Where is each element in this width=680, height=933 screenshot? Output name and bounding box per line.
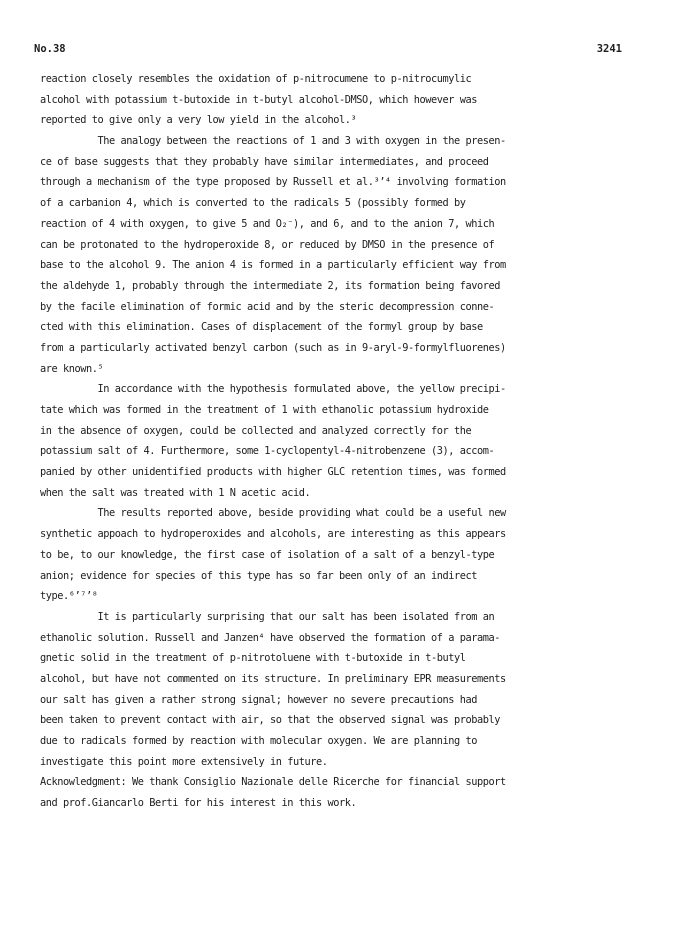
text-line: Acknowledgment: We thank Consiglio Nazionale delle Ricerche for financial support <box>40 776 506 789</box>
text-line: alcohol, but have not commented on its structure. In preliminary EPR measurements <box>40 672 506 685</box>
text-line: from a particularly activated benzyl carbon (such as in 9-aryl-9-formylfluorenes) <box>40 341 506 354</box>
text-line: are known.⁵ <box>40 362 104 375</box>
text-line: gnetic solid in the treatment of p-nitrotoluene with t-butoxide in t-butyl <box>40 652 466 665</box>
text-line: base to the alcohol 9. The anion 4 is formed in a particularly efficient way from <box>40 259 506 272</box>
text-line: panied by other unidentified products with higher GLC retention times, was formed <box>40 466 506 479</box>
text-line: when the salt was treated with 1 N acetic acid. <box>40 486 311 499</box>
body-text <box>40 69 632 814</box>
text-line: and prof.Giancarlo Berti for his interest in this work. <box>40 797 357 810</box>
text-line: It is particularly surprising that our salt has been isolated from an <box>40 610 495 623</box>
text-line: investigate this point more extensively in future. <box>40 755 328 768</box>
text-line: In accordance with the hypothesis formulated above, the yellow precipi- <box>40 383 506 396</box>
text-line: ce of base suggests that they probably have similar intermediates, and proceed <box>40 155 489 168</box>
text-line: The results reported above, beside providing what could be a useful new <box>40 507 506 520</box>
text-line: The analogy between the reactions of 1 and 3 with oxygen in the presen- <box>40 135 506 148</box>
text-line: reaction of 4 with oxygen, to give 5 and O₂⁻), and 6, and to the anion 7, which <box>40 217 495 230</box>
text-line: due to radicals formed by reaction with molecular oxygen. We are planning to <box>40 735 477 747</box>
text-line: through a mechanism of the type proposed by Russell et al.³’⁴ involving formation <box>40 176 506 189</box>
text-line: the aldehyde 1, probably through the intermediate 2, its formation being favored <box>40 279 500 292</box>
text-line: our salt has given a rather strong signal; however no severe precautions had <box>40 693 477 706</box>
text-line: by the facile elimination of formic acid and by the steric decompression conne- <box>40 300 495 313</box>
text-line: synthetic appoach to hydroperoxides and alcohols, are interesting as this appears <box>40 528 506 541</box>
text-line: can be protonated to the hydroperoxide 8, or reduced by DMSO in the presence of <box>40 238 495 251</box>
text-line: ethanolic solution. Russell and Janzen⁴ have observed the formation of a parama- <box>40 631 500 644</box>
text-line: in the absence of oxygen, could be collected and analyzed correctly for the <box>40 424 472 437</box>
page-number: 3241 <box>596 43 622 55</box>
text-line: to be, to our knowledge, the first case of isolation of a salt of a benzyl-type <box>40 548 495 561</box>
journal-issue-number: No.38 <box>34 43 66 55</box>
text-line: anion; evidence for species of this type has so far been only of an indirect <box>40 569 477 582</box>
text-line: alcohol with potassium t-butoxide in t-butyl alcohol-DMSO, which however was <box>40 93 477 106</box>
text-line: type.⁶’⁷’⁸ <box>40 590 98 603</box>
text-line: been taken to prevent contact with air, so that the observed signal was probably <box>40 714 500 727</box>
text-line: reported to give only a very low yield in the alcohol.³ <box>40 114 357 127</box>
text-line: tate which was formed in the treatment of 1 with ethanolic potassium hydroxide <box>40 404 489 416</box>
text-line: potassium salt of 4. Furthermore, some 1-cyclopentyl-4-nitrobenzene (3), accom- <box>40 445 495 458</box>
text-line: cted with this elimination. Cases of displacement of the formyl group by base <box>40 321 483 334</box>
text-line: of a carbanion 4, which is converted to the radicals 5 (possibly formed by <box>40 197 466 210</box>
text-line: reaction closely resembles the oxidation of p-nitrocumene to p-nitrocumylic <box>40 73 472 85</box>
